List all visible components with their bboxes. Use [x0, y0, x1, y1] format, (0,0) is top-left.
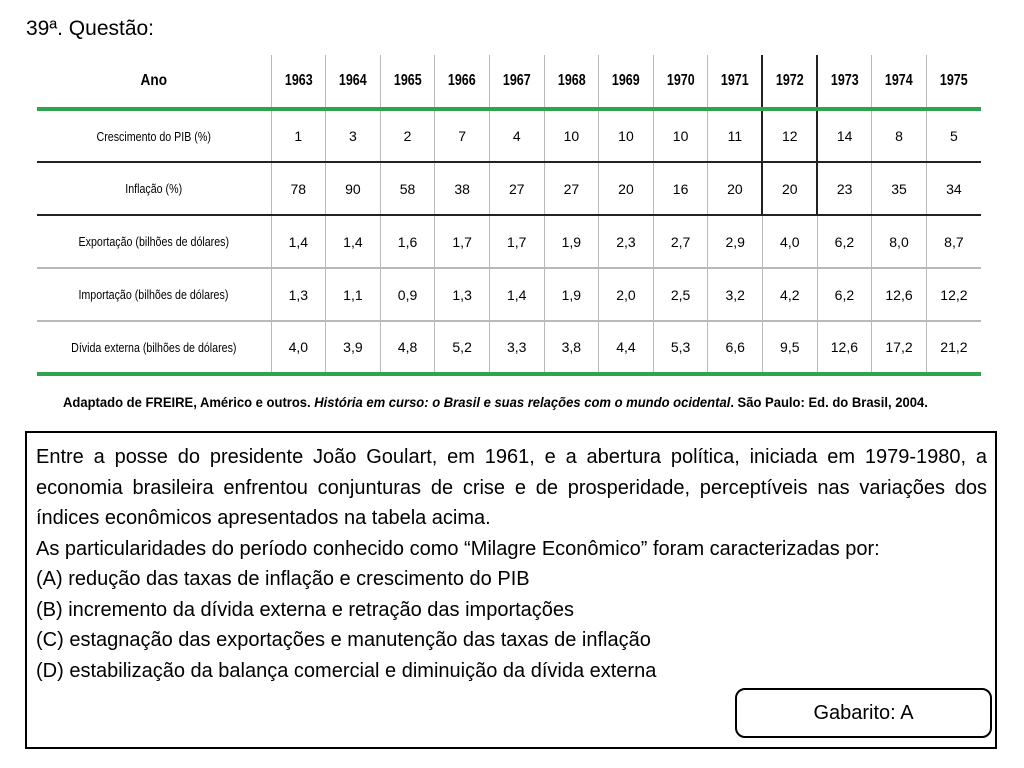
- table-cell: 34: [926, 162, 981, 215]
- table-cell: 4,4: [599, 321, 654, 374]
- table-cell: 4,2: [762, 268, 817, 321]
- table-cell: 3,2: [708, 268, 763, 321]
- table-cell: 1,7: [489, 215, 544, 268]
- table-cell: 12,6: [872, 268, 927, 321]
- table-row: [37, 215, 981, 268]
- table-cell: 20: [762, 162, 817, 215]
- table-cell: 17,2: [872, 321, 927, 374]
- table-cell: 4,0: [762, 215, 817, 268]
- question-prompt: As particularidades do período conhecido como “Milagre Econômico” foram caracterizadas por:: [36, 537, 880, 560]
- table-cell: 9,5: [762, 321, 817, 374]
- table-cell: 2,7: [653, 215, 708, 268]
- table-cell: 3,8: [544, 321, 599, 374]
- table-cell: 20: [708, 162, 763, 215]
- table-cell: 2,9: [708, 215, 763, 268]
- year-header: 1969: [599, 55, 654, 109]
- table-cell: 90: [326, 162, 381, 215]
- table-cell: 6,2: [817, 268, 872, 321]
- table-cell: 3,3: [489, 321, 544, 374]
- table-cell: 1,3: [435, 268, 490, 321]
- citation-suffix: . São Paulo: Ed. do Brasil, 2004.: [730, 394, 928, 410]
- row-label: Inflação (%): [125, 181, 183, 196]
- table-row: [37, 268, 981, 321]
- table-cell: 12,6: [817, 321, 872, 374]
- table-cell: 35: [872, 162, 927, 215]
- row-label: Exportação (bilhões de dólares): [78, 234, 230, 249]
- table-cell: 78: [271, 162, 326, 215]
- table-cell: 10: [544, 109, 599, 162]
- table-cell: 8: [872, 109, 927, 162]
- year-header: 1964: [326, 55, 381, 109]
- table-cell: 1: [271, 109, 326, 162]
- option-b: (B) incremento da dívida externa e retração das importações: [36, 598, 575, 621]
- year-header: 1971: [708, 55, 763, 109]
- table-row: [37, 109, 981, 162]
- table-cell: 7: [435, 109, 490, 162]
- table-cell: 1,4: [326, 215, 381, 268]
- table-cell: 16: [653, 162, 708, 215]
- citation-book-title: História em curso: o Brasil e suas relações com o mundo ocidental: [314, 394, 731, 410]
- table-cell: 3,9: [326, 321, 381, 374]
- table-cell: 20: [599, 162, 654, 215]
- table-cell: 0,9: [380, 268, 435, 321]
- table-cell: 10: [599, 109, 654, 162]
- table-cell: 5,2: [435, 321, 490, 374]
- table-cell: 2: [380, 109, 435, 162]
- table-row: [37, 162, 981, 215]
- answer-key-label: Gabarito: A: [813, 701, 914, 724]
- year-header: 1975: [926, 55, 981, 109]
- row-label: Crescimento do PIB (%): [96, 128, 211, 144]
- table-cell: 2,5: [653, 268, 708, 321]
- year-header: 1968: [544, 55, 599, 109]
- row-label: Dívida externa (bilhões de dólares): [71, 339, 237, 355]
- year-header: 1965: [380, 55, 435, 109]
- citation-prefix: Adaptado de FREIRE, Américo e outros.: [63, 394, 315, 410]
- table-cell: 4,0: [271, 321, 326, 374]
- table-cell: 6,6: [708, 321, 763, 374]
- table-cell: 1,4: [489, 268, 544, 321]
- table-cell: 1,9: [544, 268, 599, 321]
- question-intro: Entre a posse do presidente João Goulart, em 1961, e a abertura política, iniciada em 1979-1980, a economia brasileira enfrentou conjunturas de crise e de prosperidade, perceptíveis nas variações dos índices econômicos apresentados na tabela acima.: [36, 446, 987, 529]
- table-cell: 11: [708, 109, 763, 162]
- table-cell: 23: [817, 162, 872, 215]
- year-header: 1970: [653, 55, 708, 109]
- table-row: [37, 321, 981, 374]
- table-cell: 1,4: [271, 215, 326, 268]
- economic-data-table: [37, 55, 981, 376]
- table-cell: 2,0: [599, 268, 654, 321]
- table-cell: 8,0: [872, 215, 927, 268]
- option-d: (D) estabilização da balança comercial e diminuição da dívida externa: [36, 659, 657, 682]
- year-header-label: Ano: [140, 72, 168, 89]
- table-cell: 1,6: [380, 215, 435, 268]
- table-cell: 5: [926, 109, 981, 162]
- table-cell: 1,9: [544, 215, 599, 268]
- question-title: 39ª. Questão:: [26, 17, 155, 40]
- option-a: (A) redução das taxas de inflação e crescimento do PIB: [36, 568, 530, 590]
- year-header: 1967: [489, 55, 544, 109]
- table-cell: 38: [435, 162, 490, 215]
- table-cell: 3: [326, 109, 381, 162]
- table-cell: 1,3: [271, 268, 326, 321]
- year-header: 1974: [872, 55, 927, 109]
- year-header: 1972: [762, 55, 817, 109]
- table-cell: 4: [489, 109, 544, 162]
- table-cell: 21,2: [926, 321, 981, 374]
- table-cell: 4,8: [380, 321, 435, 374]
- option-c: (C) estagnação das exportações e manutenção das taxas de inflação: [36, 629, 651, 651]
- economic-data-table-container: [37, 55, 981, 376]
- table-source-citation: [63, 394, 928, 410]
- table-cell: 14: [817, 109, 872, 162]
- table-cell: 6,2: [817, 215, 872, 268]
- table-cell: 10: [653, 109, 708, 162]
- table-cell: 27: [544, 162, 599, 215]
- table-cell: 58: [380, 162, 435, 215]
- table-cell: 12: [762, 109, 817, 162]
- table-header-row: [37, 55, 981, 109]
- table-cell: 27: [489, 162, 544, 215]
- table-cell: 1,7: [435, 215, 490, 268]
- table-cell: 5,3: [653, 321, 708, 374]
- answer-key-box: [735, 688, 992, 738]
- table-cell: 2,3: [599, 215, 654, 268]
- table-cell: 12,2: [926, 268, 981, 321]
- table-cell: 1,1: [326, 268, 381, 321]
- year-header: 1966: [435, 55, 490, 109]
- year-header: 1963: [271, 55, 326, 109]
- table-cell: 8,7: [926, 215, 981, 268]
- year-header: 1973: [817, 55, 872, 109]
- row-label: Importação (bilhões de dólares): [78, 287, 229, 302]
